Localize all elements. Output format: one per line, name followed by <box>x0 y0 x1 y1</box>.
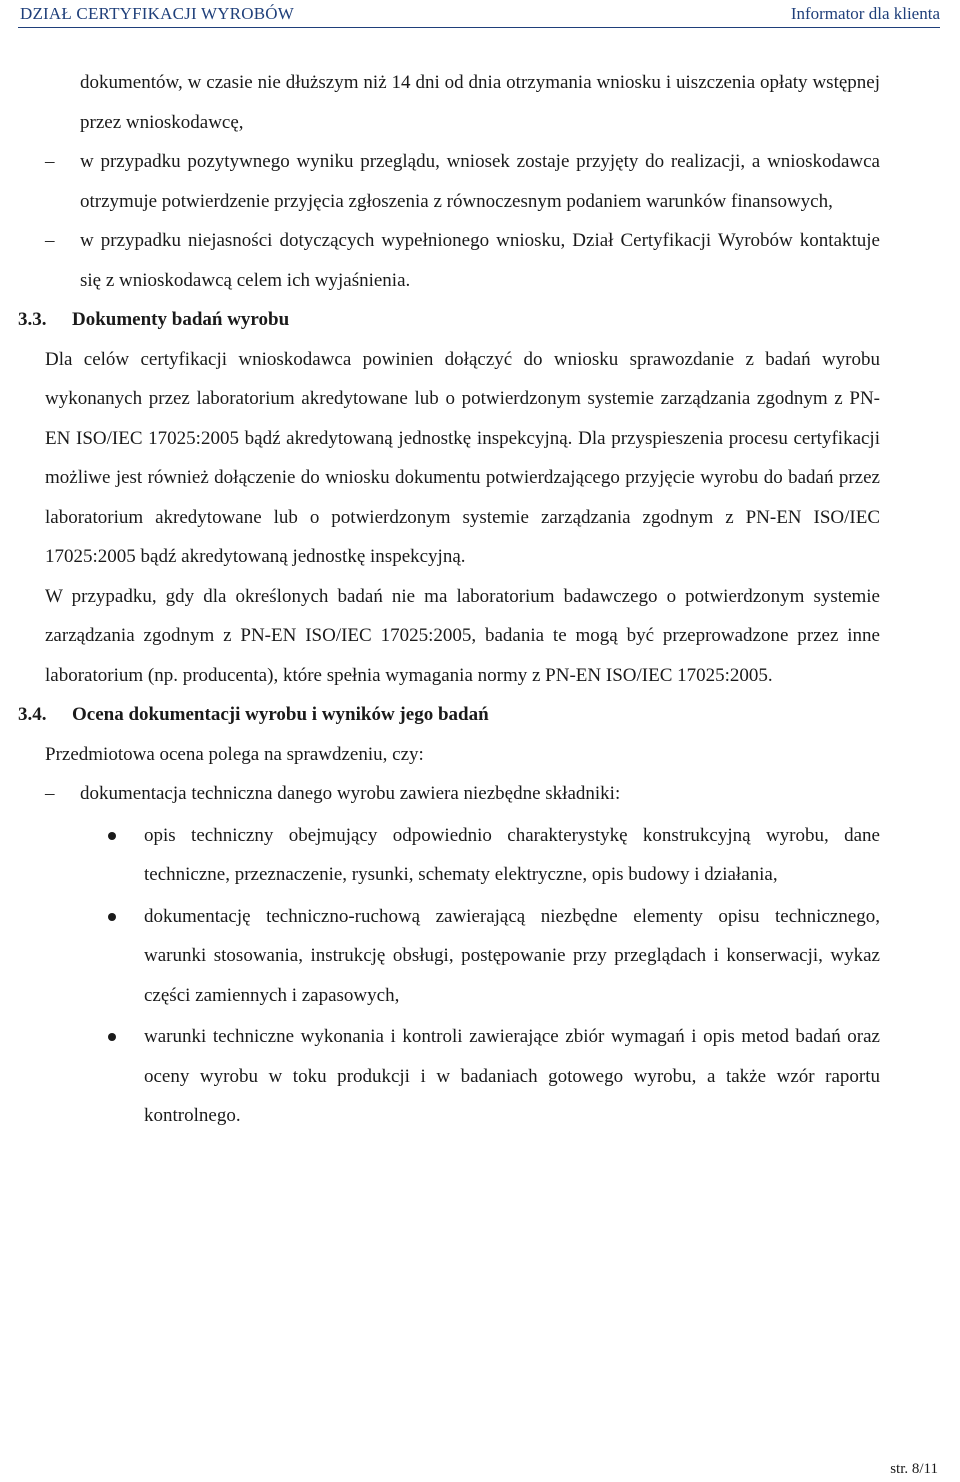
dash-list-item <box>45 774 880 814</box>
bullet-dot-icon <box>108 832 116 840</box>
bullet-dot-icon <box>108 1033 116 1041</box>
section-heading-3-4 <box>18 695 880 735</box>
dash-marker: – <box>45 151 55 172</box>
bullet-item <box>144 1017 880 1136</box>
section-number: 3.4. <box>18 704 47 725</box>
bullet-item-text: dokumentację techniczno-ruchową zawierającą niezbędne elementy opisu technicznego, warunki stosowania, instrukcję obsługi, postępowanie przy przeglądach i konserwacji, wykaz części zamiennych i zapasowych, <box>144 905 880 1006</box>
dash-item-text: w przypadku pozytywnego wyniku przeglądu, wniosek zostaje przyjęty do realizacji, a wnioskodawca otrzymuje potwierdzenie przyjęcia zgłoszenia z równoczesnym podaniem warunków finansowych, <box>80 151 880 212</box>
bullet-item <box>144 897 880 1016</box>
page-header <box>18 0 940 28</box>
continued-paragraph: dokumentów, w czasie nie dłuższym niż 14 dni od dnia otrzymania wniosku i uiszczenia opłaty wstępnej przez wnioskodawcę, <box>80 72 880 133</box>
section-paragraph: Dla celów certyfikacji wnioskodawca powinien dołączyć do wniosku sprawozdanie z badań wyrobu wykonanych przez laboratorium akredytowane lub o potwierdzonym systemie zarządzania zgodnym z PN-EN ISO/IEC 17025:2005 bądź akredytowaną jednostkę inspekcyjną. Dla przyspieszenia procesu certyfikacji możliwe jest również dołączenie do wniosku dokumentu potwierdzającego przyjęcie wyrobu do badań przez laboratorium akredytowane lub o potwierdzonym systemie zarządzania zgodnym z PN-EN ISO/IEC 17025:2005 bądź akredytowaną jednostkę inspekcyjną. <box>45 348 880 567</box>
section-number: 3.3. <box>18 309 47 330</box>
section-paragraph: W przypadku, gdy dla określonych badań nie ma laboratorium badawczego o potwierdzonym systemie zarządzania zgodnym z PN-EN ISO/IEC 17025:2005, badania te mogą być przeprowadzone przez inne laboratorium (np. producenta), które spełnia wymagania normy z PN-EN ISO/IEC 17025:2005. <box>45 585 880 686</box>
bullet-item-text: warunki techniczne wykonania i kontroli zawierające zbiór wymagań i opis metod badań oraz oceny wyrobu w toku produkcji i w badaniach gotowego wyrobu, a także wzór raportu kontrolnego. <box>144 1026 880 1126</box>
header-department: DZIAŁ CERTYFIKACJI WYROBÓW <box>20 4 294 23</box>
section-title: Ocena dokumentacji wyrobu i wyników jego badań <box>72 704 489 725</box>
header-document-title: Informator dla klienta <box>790 4 940 23</box>
bullet-dot-icon <box>108 913 116 921</box>
dash-item-text: w przypadku niejasności dotyczących wypełnionego wniosku, Dział Certyfikacji Wyrobów kontaktuje się z wnioskodawcą celem ich wyjaśnienia. <box>80 230 880 291</box>
dash-list-item <box>45 142 880 221</box>
page-number: str. 8/11 <box>890 1461 938 1477</box>
dash-marker: – <box>45 783 55 804</box>
section-heading-3-3 <box>18 300 880 340</box>
section-title: Dokumenty badań wyrobu <box>72 309 290 330</box>
document-body <box>18 63 880 1136</box>
section-intro: Przedmiotowa ocena polega na sprawdzeniu, czy: <box>45 743 424 765</box>
dash-item-text: dokumentacja techniczna danego wyrobu zawiera niezbędne składniki: <box>80 783 621 804</box>
dash-marker: – <box>45 230 55 251</box>
dash-list-item <box>45 221 880 300</box>
bullet-item-text: opis techniczny obejmujący odpowiednio charakterystykę konstrukcyjną wyrobu, dane techniczne, przeznaczenie, rysunki, schematy elektryczne, opis budowy i działania, <box>144 824 880 885</box>
bullet-item <box>144 816 880 895</box>
bullet-list <box>45 816 880 1136</box>
